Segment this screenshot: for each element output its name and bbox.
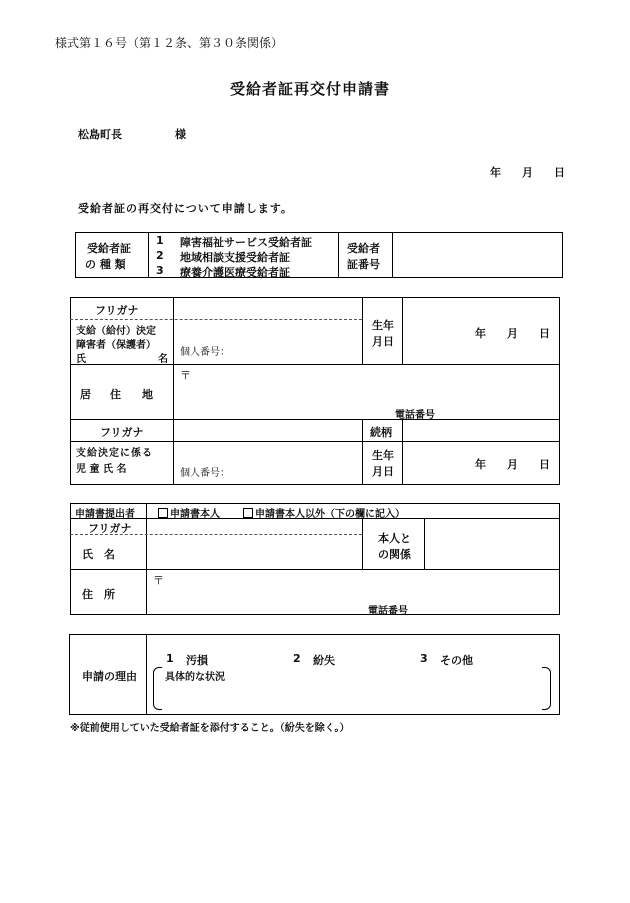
submitter-other-option[interactable]	[243, 505, 405, 520]
submitter-furigana-label: フリガナ	[88, 522, 132, 535]
child-birth-month: 月	[507, 458, 518, 471]
recipient-name-label-3: 氏	[76, 354, 86, 365]
child-name-label-2: 児 童 氏 名	[76, 464, 127, 475]
child-birth-year: 年	[475, 458, 486, 471]
cert-option-3[interactable]: 療養介護医療受給者証	[180, 266, 290, 279]
submitter-other-label: 申請書本人以外（下の欄に記入）	[255, 509, 405, 520]
cert-option-1[interactable]: 障害福祉サービス受給者証	[180, 236, 312, 249]
cert-option-2[interactable]: 地域相談支援受給者証	[180, 251, 290, 264]
submitter-name-field[interactable]	[147, 519, 361, 568]
date-month: 月	[522, 166, 533, 179]
addressee-mayor: 松島町長	[78, 128, 122, 141]
submitter-address-label: 住 所	[82, 588, 115, 601]
child-birth-day: 日	[539, 458, 550, 471]
reason-option-no: 3	[420, 652, 428, 665]
date-day: 日	[554, 166, 565, 179]
page-title: 受給者証再交付申請書	[230, 80, 391, 98]
submitter-postal-mark: 〒	[153, 574, 164, 587]
checkbox-icon[interactable]	[158, 508, 168, 518]
cert-option-no: 3	[156, 264, 164, 277]
cert-number-field[interactable]	[393, 233, 562, 277]
recipient-address-field[interactable]	[174, 365, 559, 418]
reason-option-soiled[interactable]: 汚損	[186, 654, 208, 667]
recipient-name-label: 支給（給付）決定	[76, 326, 156, 337]
submitter-relation-label-2: の関係	[378, 548, 411, 561]
submitter-phone-label: 電話番号	[368, 606, 408, 617]
date-year: 年	[490, 166, 501, 179]
submitter-name-label: 氏 名	[82, 548, 115, 561]
cert-number-label: 受給者	[347, 242, 380, 255]
child-personal-number-label: 個人番号：	[180, 468, 230, 479]
reason-option-lost[interactable]: 紛失	[313, 654, 335, 667]
reason-detail-label: 具体的な状況	[165, 672, 225, 683]
cert-option-no: 1	[156, 234, 164, 247]
recipient-birth-label-2: 月日	[372, 335, 394, 348]
recipient-name-field[interactable]	[174, 298, 361, 363]
submitter-address-field[interactable]	[147, 570, 559, 614]
submitter-label: 申請書提出者	[75, 509, 135, 520]
attachment-note: ※従前使用していた受給者証を添付すること。（紛失を除く。）	[70, 723, 350, 734]
recipient-furigana-label: フリガナ	[95, 304, 139, 317]
reason-option-other[interactable]: その他	[440, 654, 473, 667]
submitter-self-option[interactable]	[158, 505, 220, 520]
intro-text: 受給者証の再交付について申請します。	[78, 202, 293, 215]
address-label-b: 住	[110, 388, 121, 401]
recipient-birth-year: 年	[475, 327, 486, 340]
checkbox-icon[interactable]	[243, 508, 253, 518]
phone-label: 電話番号	[395, 410, 435, 421]
reason-label: 申請の理由	[82, 670, 137, 683]
child-name-field[interactable]	[174, 442, 361, 484]
relation-label: 続柄	[370, 426, 392, 439]
recipient-name-label-4: 名	[158, 354, 168, 365]
recipient-birth-day: 日	[539, 327, 550, 340]
postal-mark: 〒	[180, 369, 191, 382]
cert-type-label: 受給者証	[87, 242, 131, 255]
cert-option-no: 2	[156, 249, 164, 262]
address-label-a: 居	[80, 388, 91, 401]
submitter-relation-field[interactable]	[425, 519, 559, 568]
address-label-c: 地	[142, 388, 153, 401]
reason-option-no: 1	[166, 652, 174, 665]
detail-bracket-left	[153, 667, 162, 710]
child-name-label: 支給決定に係る	[76, 448, 153, 459]
child-furigana-label: フリガナ	[100, 426, 144, 439]
submitter-self-label: 申請書本人	[170, 509, 220, 520]
reason-option-no: 2	[293, 652, 301, 665]
form-number: 様式第１６号（第１２条、第３０条関係）	[55, 36, 284, 50]
recipient-birth-month: 月	[507, 327, 518, 340]
detail-bracket-right	[542, 667, 551, 710]
addressee-honorific: 様	[175, 128, 186, 141]
recipient-personal-number-label: 個人番号：	[180, 347, 230, 358]
recipient-birth-label: 生年	[372, 319, 394, 332]
recipient-name-label-2: 障害者（保護者）	[76, 340, 156, 351]
cert-number-label-2: 証番号	[347, 258, 380, 271]
child-birth-label: 生年	[372, 449, 394, 462]
submitter-relation-label: 本人と	[378, 532, 411, 545]
reason-detail-field[interactable]	[162, 682, 540, 706]
child-birth-label-2: 月日	[372, 465, 394, 478]
cert-type-label-2: の 種 類	[85, 258, 126, 271]
